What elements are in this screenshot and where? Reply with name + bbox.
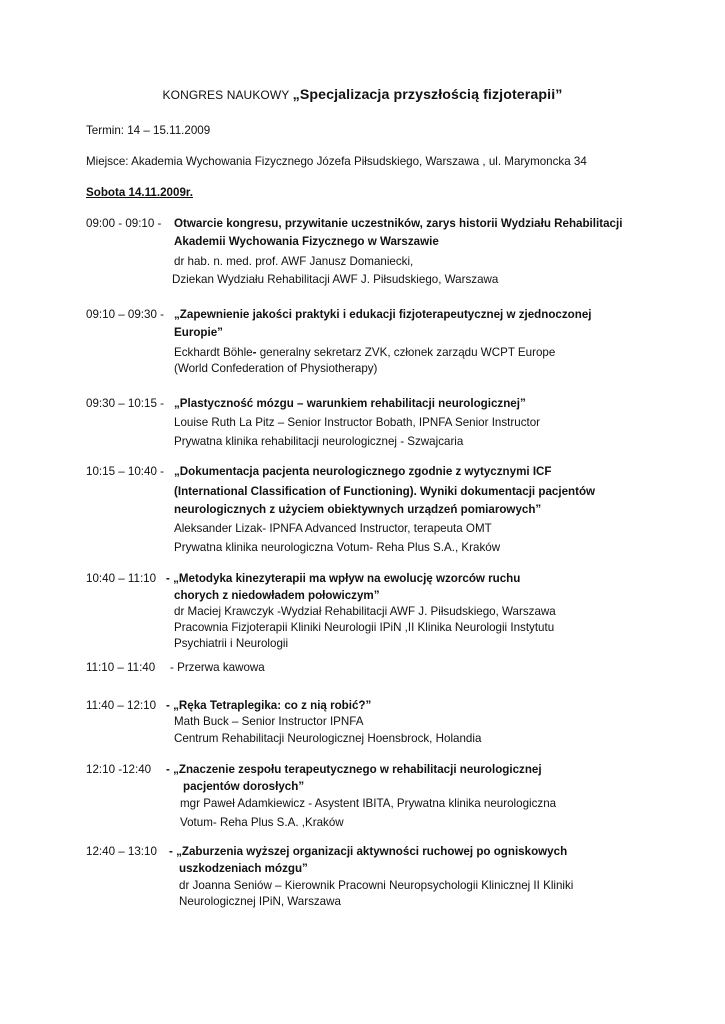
termin-line: Termin: 14 – 15.11.2009 bbox=[86, 124, 211, 137]
session-speaker: Louise Ruth La Pitz – Senior Instructor Bobath, IPNFA Senior Instructor bbox=[174, 416, 541, 429]
session-affiliation: (World Confederation of Physiotherapy) bbox=[174, 362, 378, 375]
session-time: 12:10 -12:40 bbox=[86, 763, 152, 776]
session-time: 12:40 – 13:10 bbox=[86, 845, 157, 858]
session-affiliation: Prywatna klinika rehabilitacji neurologicznej - Szwajcaria bbox=[174, 435, 464, 448]
session-title: „Dokumentacja pacjenta neurologicznego zgodnie z wytycznymi ICF bbox=[174, 465, 552, 478]
session-time: 11:10 – 11:40 bbox=[86, 661, 156, 674]
session-time: 10:15 – 10:40 - bbox=[86, 465, 164, 478]
session-speaker: dr Maciej Krawczyk -Wydział Rehabilitacji AWF J. Piłsudskiego, Warszawa bbox=[174, 605, 556, 618]
session-title: (International Classification of Functioning). Wyniki dokumentacji pacjentów bbox=[174, 485, 596, 498]
miejsce-line: Miejsce: Akademia Wychowania Fizycznego Józefa Piłsudskiego, Warszawa , ul. Marymoncka 34 bbox=[86, 155, 587, 168]
session-title: - „Ręka Tetraplegika: co z nią robić?” bbox=[166, 699, 372, 712]
session-title: Akademii Wychowania Fizycznego w Warszawie bbox=[174, 235, 439, 248]
session-affiliation: Dziekan Wydziału Rehabilitacji AWF J. Piłsudskiego, Warszawa bbox=[172, 273, 499, 286]
speaker-dash: - bbox=[252, 346, 257, 359]
day-heading: Sobota 14.11.2009r. bbox=[86, 186, 193, 199]
session-affiliation: Centrum Rehabilitacji Neurologicznej Hoensbrock, Holandia bbox=[174, 732, 482, 745]
document-title bbox=[0, 87, 725, 103]
session-title: pacjentów dorosłych” bbox=[183, 780, 305, 793]
session-title: „Plastyczność mózgu – warunkiem rehabilitacji neurologicznej” bbox=[174, 397, 526, 410]
session-time: 09:30 – 10:15 - bbox=[86, 397, 164, 410]
session-speaker: dr hab. n. med. prof. AWF Janusz Domaniecki, bbox=[174, 255, 414, 268]
session-speaker: mgr Paweł Adamkiewicz - Asystent IBITA, Prywatna klinika neurologiczna bbox=[180, 797, 557, 810]
coffee-break: - Przerwa kawowa bbox=[170, 661, 265, 674]
session-title: „Zapewnienie jakości praktyki i edukacji fizjoterapeutycznej w zjednoczonej bbox=[174, 308, 592, 321]
speaker-name: Eckhardt Böhle bbox=[174, 346, 253, 359]
session-time: 10:40 – 11:10 bbox=[86, 572, 157, 585]
session-title: chorych z niedowładem połowiczym” bbox=[174, 589, 380, 602]
session-title: - „Zaburzenia wyższej organizacji aktywności ruchowej po ogniskowych bbox=[169, 845, 568, 858]
session-time: 09:00 - 09:10 - bbox=[86, 217, 162, 230]
session-time: 11:40 – 12:10 bbox=[86, 699, 157, 712]
session-affiliation: Votum- Reha Plus S.A. ,Kraków bbox=[180, 816, 344, 829]
session-time: 09:10 – 09:30 - bbox=[86, 308, 164, 321]
session-affiliation: Neurologicznej IPiN, Warszawa bbox=[179, 895, 341, 908]
session-speaker: dr Joanna Seniów – Kierownik Pracowni Neuropsychologii Klinicznej II Kliniki bbox=[179, 879, 574, 892]
session-speaker bbox=[174, 345, 555, 361]
session-speaker: Aleksander Lizak- IPNFA Advanced Instructor, terapeuta OMT bbox=[174, 522, 492, 535]
speaker-role: generalny sekretarz ZVK, członek zarządu WCPT Europe bbox=[256, 346, 556, 359]
session-title: Otwarcie kongresu, przywitanie uczestników, zarys historii Wydziału Rehabilitacji bbox=[174, 217, 623, 230]
title-prefix: KONGRES NAUKOWY bbox=[162, 88, 293, 102]
session-title: neurologicznych z użyciem obiektywnych urządzeń pomiarowych” bbox=[174, 503, 542, 516]
title-congress-name: „Specjalizacja przyszłością fizjoterapii” bbox=[292, 87, 563, 103]
session-affiliation: Psychiatrii i Neurologii bbox=[174, 637, 289, 650]
session-title: - „Znaczenie zespołu terapeutycznego w rehabilitacji neurologicznej bbox=[166, 763, 542, 776]
session-speaker: Math Buck – Senior Instructor IPNFA bbox=[174, 715, 364, 728]
session-title: uszkodzeniach mózgu” bbox=[179, 862, 308, 875]
session-title: Europie” bbox=[174, 326, 223, 339]
session-affiliation: Pracownia Fizjoterapii Kliniki Neurologii IPiN ,II Klinika Neurologii Instytutu bbox=[174, 621, 555, 634]
session-title: - „Metodyka kinezyterapii ma wpływ na ewolucję wzorców ruchu bbox=[166, 572, 521, 585]
session-affiliation: Prywatna klinika neurologiczna Votum- Reha Plus S.A., Kraków bbox=[174, 541, 501, 554]
